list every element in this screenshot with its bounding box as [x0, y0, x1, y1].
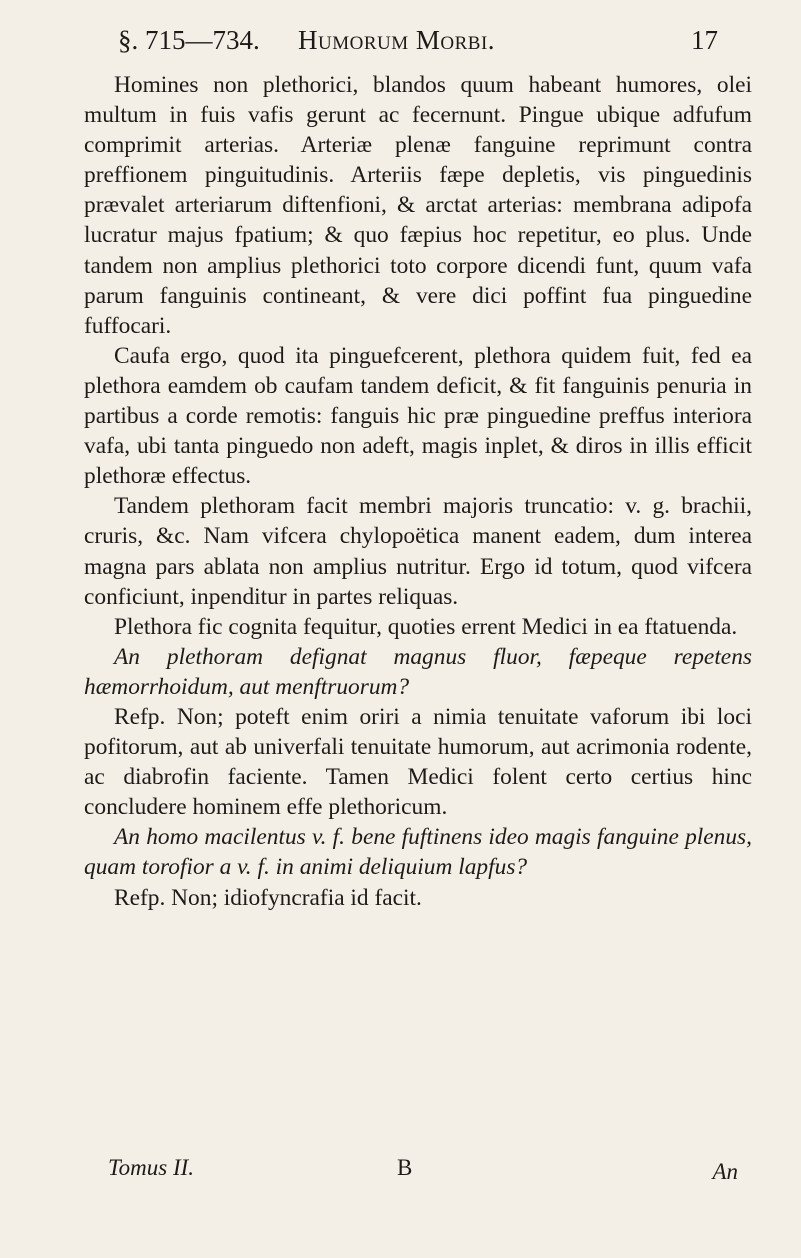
running-title: Humorum Morbi. [298, 25, 496, 55]
answer: Refp. Non; idiofyncrafia id facit. [114, 884, 422, 911]
paragraph: Caufa ergo, quod ita pinguefcerent, plethora quidem fuit, fed ea plethora eamdem ob caufam tandem deficit, & fit fanguinis penuria in partibus a corde remotis: fanguis hic præ pinguedine preffus interiora vafa, ubi tanta pinguedo non adeft, magis inplet, & diros in illis efficit plethoræ effectus. [84, 342, 752, 490]
page-footer [108, 1152, 738, 1184]
catchword: An [712, 1159, 738, 1184]
answer: Refp. Non; poteft enim oriri a nimia tenuitate vaforum ibi loci pofitorum, aut ab univerfali tenuitate humorum, aut acrimonia rodente, ac diabrofin faciente. Tamen Medici folent certo certius hinc concludere hominem effe plethoricum. [84, 703, 752, 821]
paragraph: Plethora fic cognita fequitur, quoties errent Medici in ea ftatuenda. [114, 613, 738, 640]
paragraph: Homines non plethorici, blandos quum habeant humores, olei multum in fuis vafis gerunt ac fecernunt. Pingue ubique adfufum comprimit arterias. Arteriæ plenæ fanguine reprimunt contra preffionem pinguitudinis. Arteriis fæpe depletis, vis pinguedinis prævalet arteriarum diftenfioni, & arctat arterias: membrana adipofa lucratur majus fpatium; & quo fæpius hoc repetitur, eo plus. Unde tandem non amplius plethorici toto corpore dicendi funt, quum vafa parum fanguinis contineant, & vere dici poffint fua pinguedine fuffocari. [84, 72, 752, 339]
page-header [118, 18, 718, 62]
question: An homo macilentus v. f. bene fuftinens ideo magis fanguine plenus, quam torofior a v. f. in animi deliquium lapfus? [84, 824, 752, 881]
volume-label: Tomus II. [108, 1155, 195, 1180]
page-number: 17 [691, 25, 718, 55]
paragraph: Tandem plethoram facit membri majoris truncatio: v. g. brachii, cruris, &c. Nam vifcera chylopoëtica manent eadem, dum interea magna pars ablata non amplius nutritur. Ergo id totum, quod vifcera conficiunt, inpenditur in partes reliquas. [84, 493, 752, 610]
question: An plethoram defignat magnus fluor, fæpeque repetens hæmorrhoidum, aut menftruorum? [84, 643, 752, 700]
signature-mark: B [397, 1155, 413, 1180]
body-text [84, 70, 752, 913]
section-range: §. 715—734. [118, 25, 260, 55]
